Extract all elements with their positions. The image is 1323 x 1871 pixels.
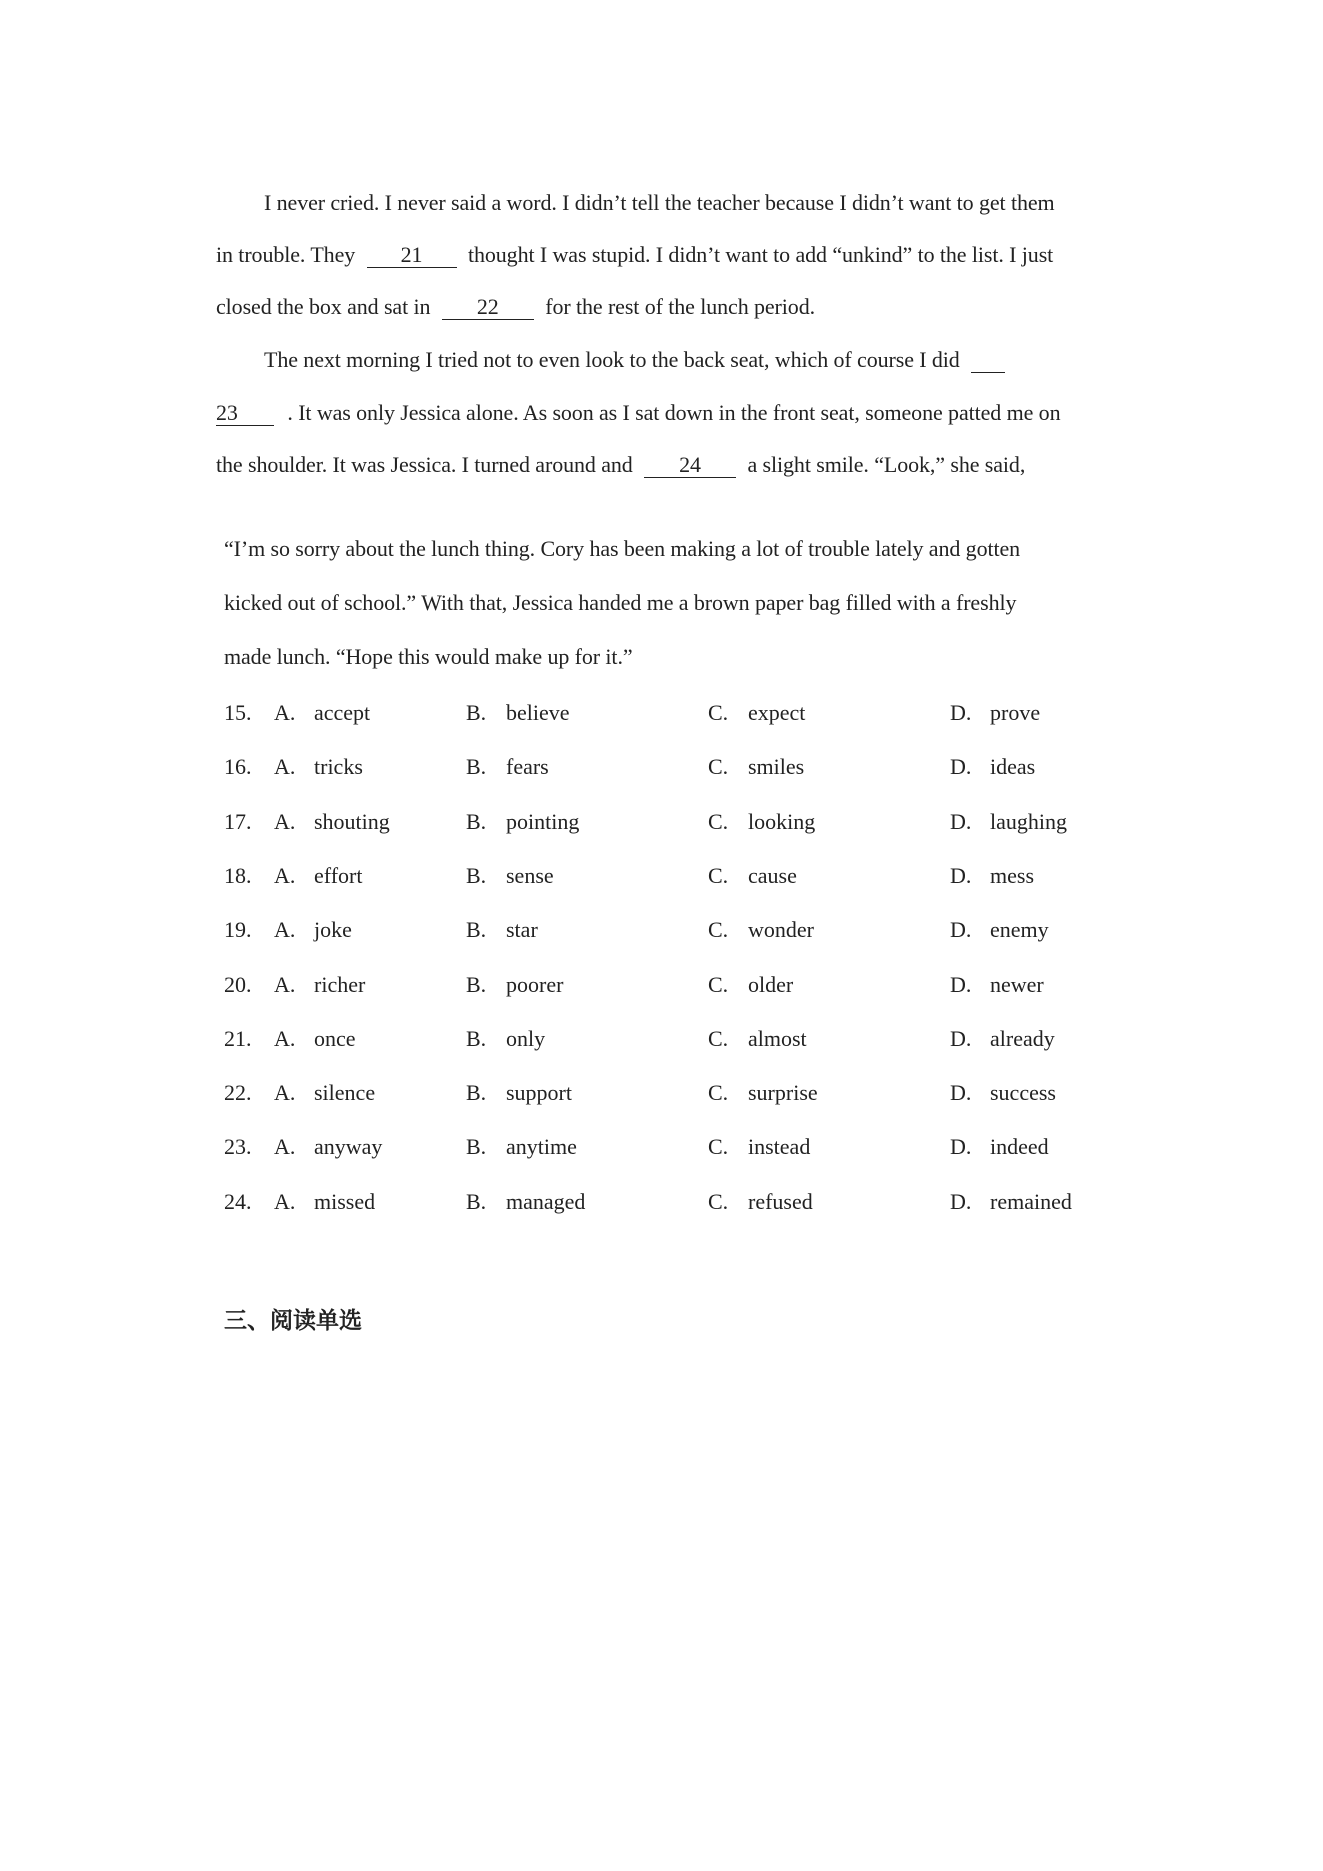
option-letter: D. xyxy=(950,1188,972,1214)
option-text: fears xyxy=(506,754,549,780)
option-text: anytime xyxy=(506,1134,577,1160)
option-c xyxy=(708,698,805,728)
option-text: prove xyxy=(990,700,1041,725)
option-c xyxy=(708,861,797,891)
option-c xyxy=(708,970,793,1000)
question-number: 17. xyxy=(224,808,252,834)
option-letter: C. xyxy=(708,700,729,725)
question-row xyxy=(224,970,1124,1000)
option-b xyxy=(466,1187,585,1217)
option-text: remained xyxy=(990,1188,1072,1214)
question-row xyxy=(224,1078,1124,1108)
passage-line xyxy=(216,450,1025,480)
option-text: already xyxy=(990,1025,1055,1051)
question-number: 16. xyxy=(224,754,252,780)
option-letter: C. xyxy=(708,1134,729,1160)
option-text: accept xyxy=(314,700,371,725)
option-c xyxy=(708,915,814,945)
question-row xyxy=(224,1187,1124,1217)
option-text: star xyxy=(506,917,538,943)
option-letter: B. xyxy=(466,971,487,997)
passage-text: for the rest of the lunch period. xyxy=(545,294,815,319)
option-letter: D. xyxy=(950,1134,972,1160)
option-text: smiles xyxy=(748,754,805,780)
blank-number: 23 xyxy=(216,400,238,425)
passage-text: made lunch. “Hope this would make up for it.” xyxy=(224,644,633,669)
option-letter: B. xyxy=(466,917,487,943)
passage-line xyxy=(264,188,1055,218)
question-row xyxy=(224,861,1124,891)
option-letter: B. xyxy=(466,1188,487,1214)
option-letter: A. xyxy=(274,1025,296,1051)
option-d xyxy=(950,1078,1056,1108)
option-text: managed xyxy=(506,1188,586,1214)
option-text: only xyxy=(506,1025,546,1051)
option-text: anyway xyxy=(314,1134,383,1160)
option-text: wonder xyxy=(748,917,814,943)
option-c xyxy=(708,807,815,837)
option-letter: A. xyxy=(274,862,296,888)
passage-text: The next morning I tried not to even look to the back seat, which of course I did xyxy=(264,347,960,372)
option-text: sense xyxy=(506,862,554,888)
option-letter: A. xyxy=(274,1134,296,1160)
option-b xyxy=(466,698,570,728)
option-letter: D. xyxy=(950,754,972,780)
option-letter: A. xyxy=(274,971,296,997)
option-letter: D. xyxy=(950,917,972,943)
option-c xyxy=(708,1024,807,1054)
passage-text: in trouble. They xyxy=(216,242,356,267)
option-text: pointing xyxy=(506,808,580,834)
option-a xyxy=(274,1187,375,1217)
option-text: laughing xyxy=(990,808,1067,834)
option-text: richer xyxy=(314,971,366,997)
question-number: 19. xyxy=(224,917,252,943)
option-text: indeed xyxy=(990,1134,1049,1160)
option-a xyxy=(274,1024,356,1054)
option-letter: D. xyxy=(950,700,972,725)
passage-text: the shoulder. It was Jessica. I turned around and xyxy=(216,452,633,477)
option-text: instead xyxy=(748,1134,811,1160)
option-a xyxy=(274,807,390,837)
passage-line xyxy=(216,398,1060,428)
passage-line xyxy=(264,345,1005,375)
question-number: 21. xyxy=(224,1025,252,1051)
option-letter: C. xyxy=(708,754,729,780)
option-letter: D. xyxy=(950,1025,972,1051)
question-number: 15. xyxy=(224,700,252,725)
option-letter: A. xyxy=(274,1080,296,1106)
question-row xyxy=(224,752,1124,782)
option-d xyxy=(950,807,1067,837)
option-text: older xyxy=(748,971,794,997)
option-b xyxy=(466,861,554,891)
option-d xyxy=(950,1187,1072,1217)
option-text: once xyxy=(314,1025,356,1051)
option-text: tricks xyxy=(314,754,363,780)
blank-23-start xyxy=(971,348,1005,373)
question-number: 20. xyxy=(224,971,252,997)
option-a xyxy=(274,970,365,1000)
option-letter: D. xyxy=(950,971,972,997)
option-letter: B. xyxy=(466,1025,487,1051)
option-c xyxy=(708,1187,813,1217)
passage-text: kicked out of school.” With that, Jessica handed me a brown paper bag filled with a freshly xyxy=(224,590,1017,615)
question-row xyxy=(224,1132,1124,1162)
blank-21 xyxy=(367,243,457,268)
option-letter: A. xyxy=(274,700,296,725)
question-row xyxy=(224,698,1124,728)
option-a xyxy=(274,1132,382,1162)
passage-line xyxy=(216,292,815,322)
option-letter: B. xyxy=(466,754,487,780)
passage-line xyxy=(224,588,1016,618)
passage-text: “I’m so sorry about the lunch thing. Cory has been making a lot of trouble lately and gotten xyxy=(224,536,1021,561)
option-text: poorer xyxy=(506,971,564,997)
option-b xyxy=(466,970,563,1000)
option-letter: A. xyxy=(274,917,296,943)
option-text: ideas xyxy=(990,754,1036,780)
option-letter: B. xyxy=(466,862,487,888)
option-b xyxy=(466,1078,572,1108)
option-d xyxy=(950,861,1034,891)
option-letter: C. xyxy=(708,1080,729,1106)
option-letter: B. xyxy=(466,1080,487,1106)
option-letter: C. xyxy=(708,862,729,888)
option-d xyxy=(950,915,1049,945)
option-letter: B. xyxy=(466,700,487,725)
option-b xyxy=(466,1132,577,1162)
blank-number: 24 xyxy=(679,452,701,477)
question-row xyxy=(224,915,1124,945)
option-text: enemy xyxy=(990,917,1049,943)
option-text: joke xyxy=(314,917,352,943)
option-text: believe xyxy=(506,700,570,725)
blank-22 xyxy=(442,295,534,320)
option-d xyxy=(950,970,1044,1000)
question-row xyxy=(224,1024,1124,1054)
option-text: success xyxy=(990,1080,1056,1106)
option-text: newer xyxy=(990,971,1044,997)
passage-text: I never cried. I never said a word. I didn’t tell the teacher because I didn’t want to get them xyxy=(264,190,1055,215)
option-text: looking xyxy=(748,808,816,834)
option-letter: D. xyxy=(950,862,972,888)
passage-line xyxy=(216,240,1053,270)
option-d xyxy=(950,698,1040,728)
option-d xyxy=(950,752,1035,782)
question-number: 18. xyxy=(224,862,252,888)
option-letter: C. xyxy=(708,1025,729,1051)
option-text: surprise xyxy=(748,1080,818,1106)
passage-text: . It was only Jessica alone. As soon as I sat down in the front seat, someone patted me on xyxy=(287,400,1061,425)
question-number: 22. xyxy=(224,1080,252,1106)
option-text: support xyxy=(506,1080,572,1106)
option-text: mess xyxy=(990,862,1034,888)
passage-text: thought I was stupid. I didn’t want to add “unkind” to the list. I just xyxy=(467,242,1054,267)
option-a xyxy=(274,1078,375,1108)
passage-line xyxy=(224,534,1020,564)
question-number: 23. xyxy=(224,1134,252,1160)
option-letter: D. xyxy=(950,808,972,834)
option-text: silence xyxy=(314,1080,376,1106)
passage-text: a slight smile. “Look,” she said, xyxy=(747,452,1026,477)
blank-24 xyxy=(644,453,736,478)
option-a xyxy=(274,698,370,728)
option-letter: B. xyxy=(466,1134,487,1160)
option-a xyxy=(274,752,363,782)
passage-line xyxy=(224,642,633,672)
blank-number: 22 xyxy=(476,294,499,319)
blank-23 xyxy=(216,401,274,426)
option-text: effort xyxy=(314,862,363,888)
option-c xyxy=(708,752,804,782)
question-row xyxy=(224,807,1124,837)
blank-number: 21 xyxy=(400,242,423,267)
option-b xyxy=(466,1024,545,1054)
option-letter: A. xyxy=(274,1188,296,1214)
option-c xyxy=(708,1078,818,1108)
question-number: 24. xyxy=(224,1188,252,1214)
option-b xyxy=(466,807,579,837)
option-d xyxy=(950,1024,1055,1054)
option-d xyxy=(950,1132,1049,1162)
option-b xyxy=(466,752,549,782)
option-letter: B. xyxy=(466,808,487,834)
option-letter: A. xyxy=(274,754,296,780)
option-b xyxy=(466,915,538,945)
passage-text: closed the box and sat in xyxy=(216,294,431,319)
option-text: cause xyxy=(748,862,797,888)
option-text: refused xyxy=(748,1188,813,1214)
option-letter: C. xyxy=(708,1188,729,1214)
option-letter: C. xyxy=(708,917,729,943)
option-text: expect xyxy=(748,700,806,725)
option-text: shouting xyxy=(314,808,390,834)
option-letter: C. xyxy=(708,971,729,997)
option-letter: A. xyxy=(274,808,296,834)
option-text: almost xyxy=(748,1025,807,1051)
option-a xyxy=(274,861,362,891)
option-letter: C. xyxy=(708,808,729,834)
option-text: missed xyxy=(314,1188,376,1214)
section-title: 三、阅读单选 xyxy=(224,1308,362,1334)
option-letter: D. xyxy=(950,1080,972,1106)
option-a xyxy=(274,915,352,945)
option-c xyxy=(708,1132,810,1162)
